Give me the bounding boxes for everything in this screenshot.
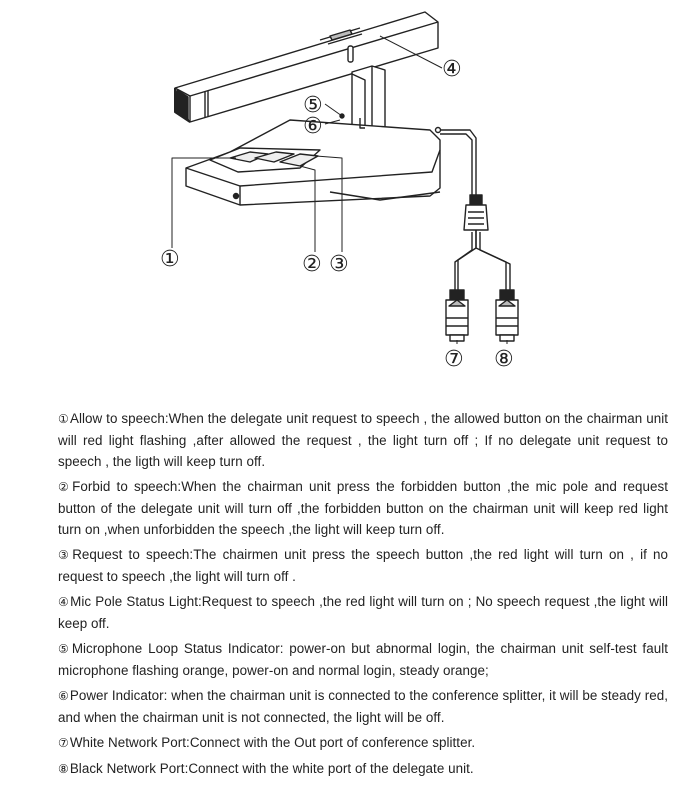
callout-2: ② (302, 252, 322, 277)
callout-7: ⑦ (444, 347, 464, 372)
item-number: ④ (58, 595, 70, 609)
item-text: Mic Pole Status Light:Request to speech ,the red light will turn on ; No speech request ,the light will keep off. (58, 594, 668, 631)
callout-5: ⑤ (303, 93, 323, 118)
description-item-5 (58, 638, 668, 681)
callout-3: ③ (329, 252, 349, 277)
description-item-6 (58, 685, 668, 728)
item-number: ⑧ (58, 762, 69, 776)
description-list (58, 408, 668, 784)
description-item-7 (58, 732, 668, 754)
item-text: Allow to speech:When the delegate unit request to speech , the allowed button on the chairman unit will red light flashing ,after allowed the request , the light turn off ; If no delegate unit request to speech , the ligth will keep turn off. (58, 411, 668, 469)
description-item-3 (58, 544, 668, 587)
callout-4: ④ (442, 57, 462, 82)
description-item-1 (58, 408, 668, 472)
network-cable (440, 130, 510, 290)
callout-8: ⑧ (494, 347, 514, 372)
item-number: ⑥ (58, 689, 69, 703)
item-number: ① (58, 412, 69, 426)
item-number: ⑤ (58, 642, 71, 656)
item-number: ② (58, 480, 72, 494)
item-text: Forbid to speech:When the chairman unit press the forbidden button ,the mic pole and request button of the delegate unit will turn off ,the forbidden button on the chairman unit will keep red light turn on ,when unforbidden the speech ,the light will keep turn off. (58, 479, 669, 537)
description-item-4 (58, 591, 668, 634)
item-text: Black Network Port:Connect with the white port of the delegate unit. (69, 761, 474, 776)
description-item-8 (58, 758, 668, 780)
item-text: Microphone Loop Status Indicator: power-on but abnormal login, the chairman unit self-test fault microphone flashing orange, power-on and normal login, steady orange; (58, 641, 668, 678)
callout-1: ① (160, 247, 180, 272)
callout-6: ⑥ (303, 114, 323, 139)
product-diagram (0, 0, 700, 385)
item-number: ⑦ (58, 736, 69, 750)
black-network-port-connector (496, 290, 518, 341)
item-text: Power Indicator: when the chairman unit is connected to the conference splitter, it will be steady red, and when the chairman unit is not connected, the light will be off. (58, 688, 668, 725)
item-text: White Network Port:Connect with the Out port of conference splitter. (69, 735, 476, 750)
description-item-2 (58, 476, 668, 540)
white-network-port-connector (446, 290, 468, 341)
item-text: Request to speech:The chairmen unit press the speech button ,the red light will turn on , if no request to speech ,the light will turn off . (58, 547, 668, 584)
item-number: ③ (58, 548, 72, 562)
